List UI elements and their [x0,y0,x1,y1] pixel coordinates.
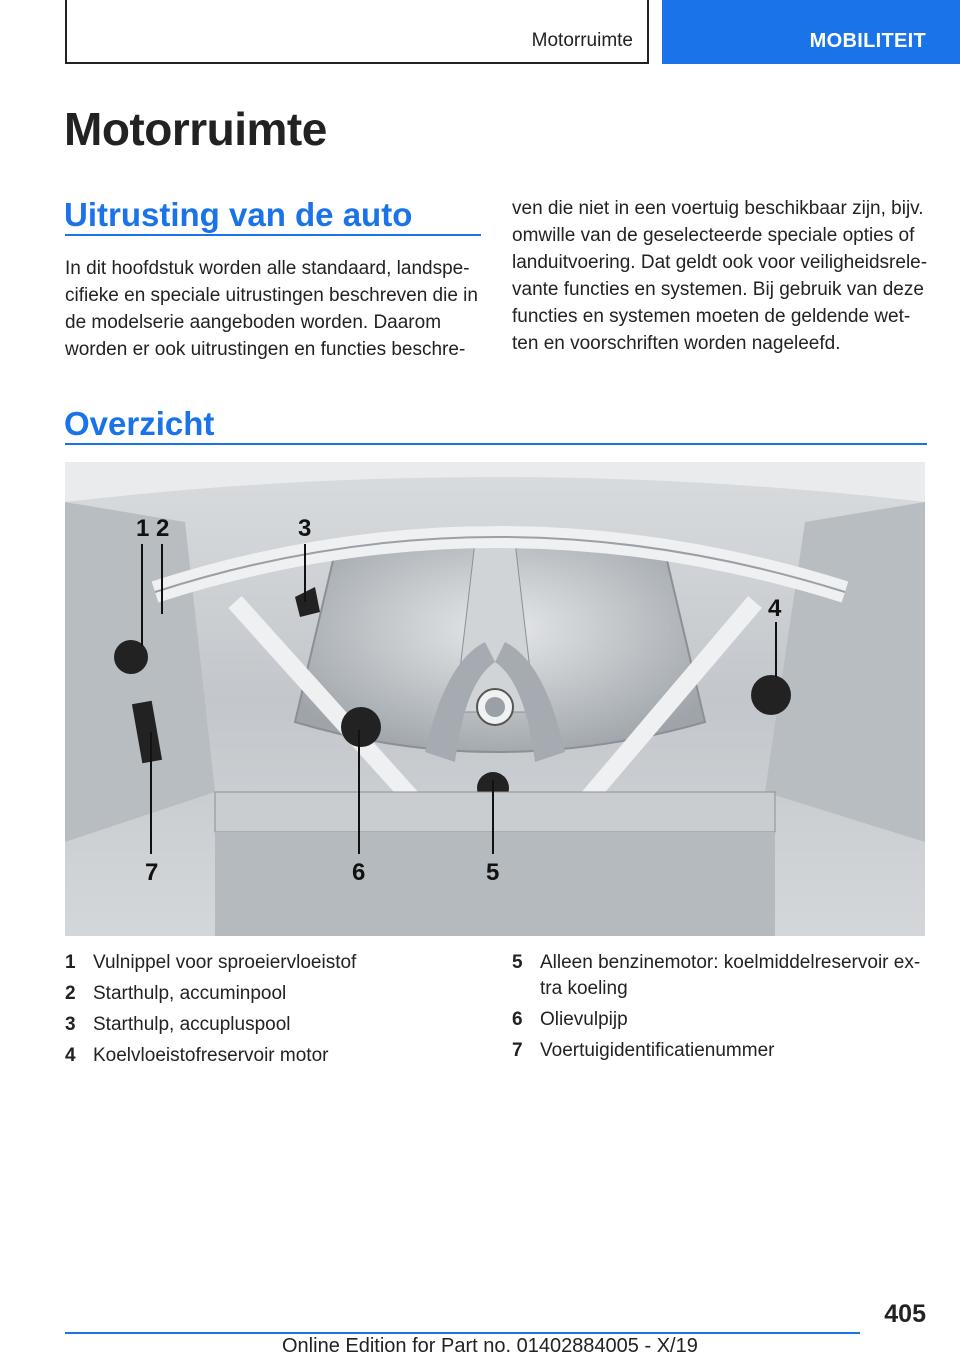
section-heading-rule [65,234,481,236]
text-line: ten en voorschriften worden nageleefd. [512,333,841,354]
page-number: 405 [884,1300,926,1328]
legend-text: Voertuigidentificatienummer [540,1040,775,1061]
callout-4: 4 [768,595,782,622]
legend-number: 1 [65,952,76,973]
legend-text: Starthulp, accuminpool [93,983,287,1004]
engine-bay-illustration [65,462,925,936]
header-chapter-label: MOBILITEIT [809,30,926,52]
legend-number: 7 [512,1040,523,1061]
header-chapter-tab[interactable] [662,0,960,64]
section-heading-overview: Overzicht [64,405,215,442]
legend-left [65,950,485,1074]
front-cross-member [215,792,775,832]
legend-number: 6 [512,1009,523,1030]
text-line: cifieke en speciale uitrustingen beschreven die in [65,285,478,306]
legend-text: Koelvloeistofreservoir motor [93,1045,329,1066]
legend-text: Starthulp, accupluspool [93,1014,291,1035]
legend-item [512,950,932,1002]
footer-rule [65,1332,860,1334]
legend-text: Alleen benzinemotor: koelmiddelreservoir ex- [540,952,921,973]
callout-3: 3 [298,515,312,542]
legend-text-continued: tra koeling [540,978,628,999]
legend-number: 2 [65,983,76,1004]
oil-filler-cap [341,707,381,747]
text-line: vante functies en systemen. Bij gebruik van deze [512,279,924,300]
legend-item [512,1007,932,1033]
legend-item [65,1012,485,1038]
legend-item [65,1043,485,1069]
text-line: de modelserie aangeboden worden. Daarom [65,312,442,333]
intro-paragraph-col1 [65,255,478,363]
text-line: In dit hoofdstuk worden alle standaard, landspe- [65,258,470,279]
page-title: Motorruimte [64,103,327,155]
header-section-title: Motorruimte [531,30,633,51]
text-line: ven die niet in een voertuig beschikbaar zijn, bijv. [512,198,924,219]
callout-6: 6 [352,859,366,886]
section-heading-rule [65,443,927,445]
text-line: landuitvoering. Dat geldt ook voor veiligheidsrele- [512,252,928,273]
legend-right [512,950,932,1069]
legend-item [65,981,485,1007]
callout-7: 7 [145,859,159,886]
callout-1: 1 [136,515,150,542]
section-heading-equipment: Uitrusting van de auto [64,196,413,233]
text-line: worden er ook uitrustingen en functies beschre- [65,339,466,360]
header-section-box [65,0,649,64]
coolant-reservoir-cap [751,675,791,715]
legend-number: 5 [512,952,523,973]
intro-paragraph-col2 [512,195,927,357]
legend-number: 4 [65,1045,76,1066]
legend-item [512,1038,932,1064]
legend-text: Vulnippel voor sproeiervloeistof [93,952,357,973]
footer-edition-text: Online Edition for Part no. 01402884005 - X/19 [282,1335,698,1357]
legend-number: 3 [65,1014,76,1035]
text-line: omwille van de geselecteerde speciale opties of [512,225,915,246]
legend-item [65,950,485,976]
bmw-logo-center [485,697,505,717]
legend-text: Olievulpijp [540,1009,628,1030]
text-line: functies en systemen moeten de geldende wet- [512,306,911,327]
callout-5: 5 [486,859,500,886]
callout-2: 2 [156,515,170,542]
